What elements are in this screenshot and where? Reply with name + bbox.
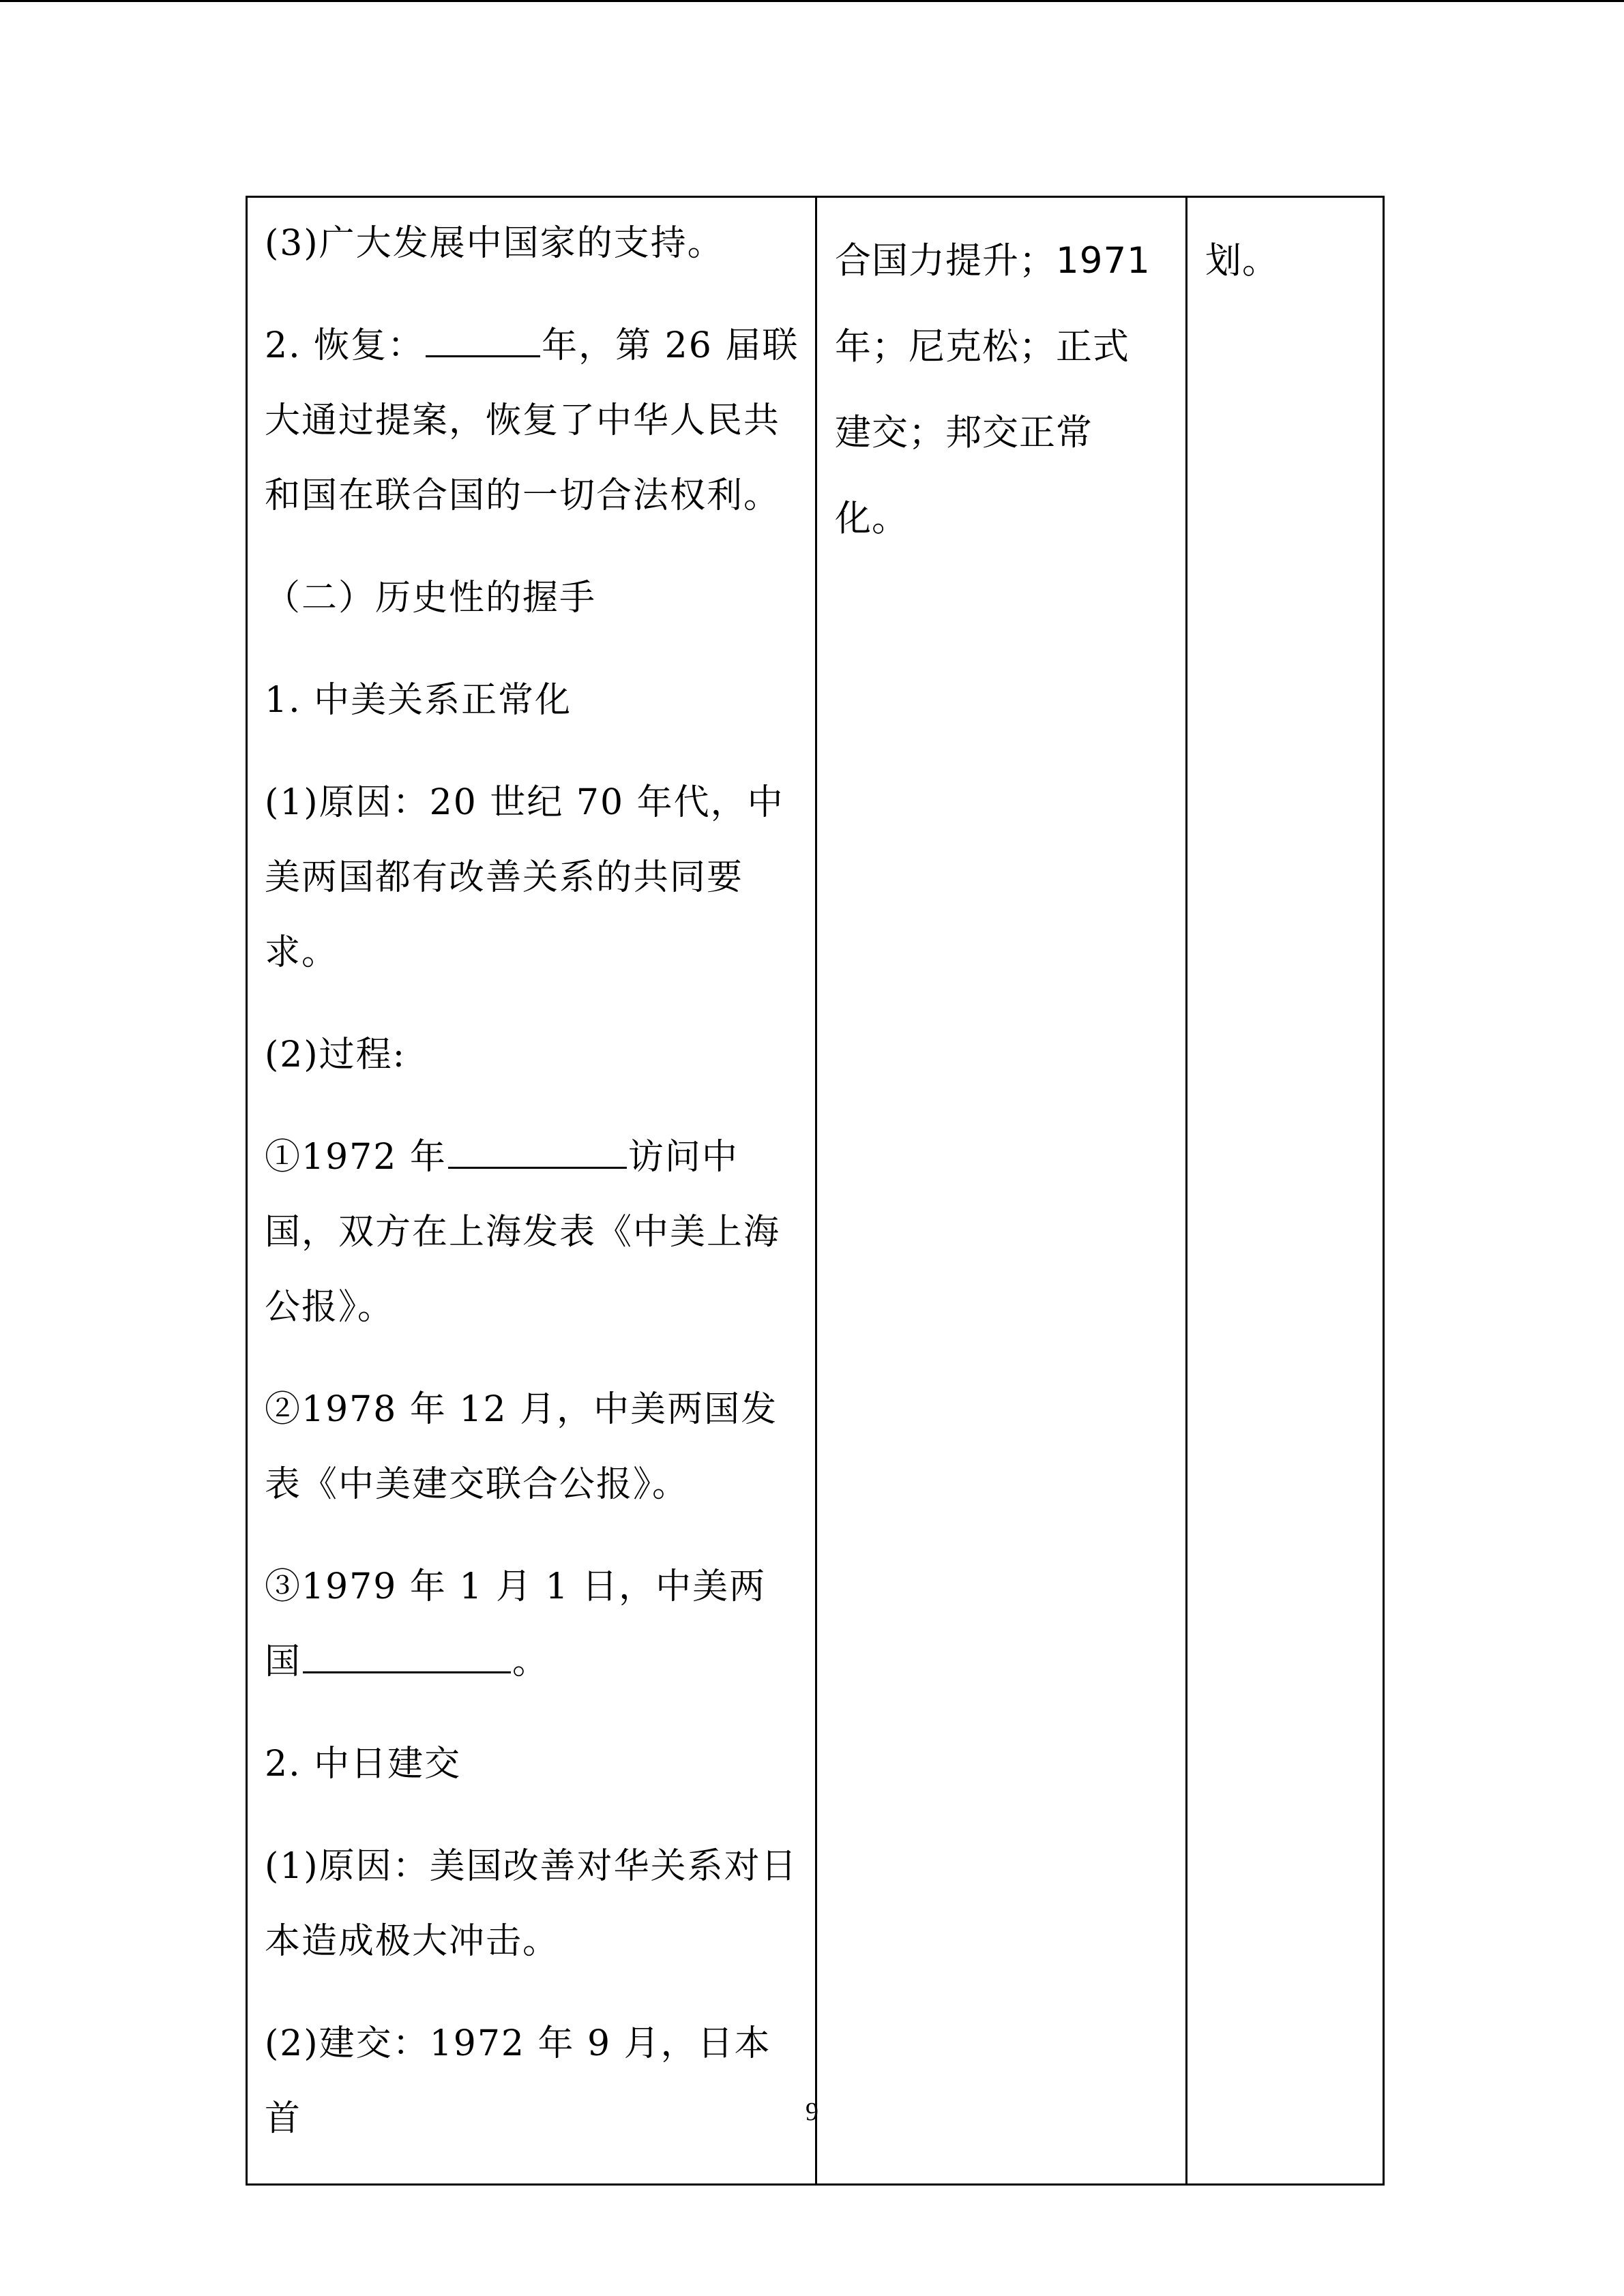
top-border-line [0,0,1624,2]
note-cell [1187,197,1384,2185]
paragraph-1978-communique: ②1978 年 12 月，中美两国发表《中美建交联合公报》。 [265,1389,778,1505]
paragraph-1972-visit [265,1120,803,1345]
restore-label: 2. 恢复： [265,325,425,366]
page-number: 9 [806,2098,818,2126]
paragraph-support: (3)广大发展中国家的支持。 [265,223,724,264]
subheading-sino-japan: 2. 中日建交 [265,1744,462,1785]
section-heading-handshake: （二）历史性的握手 [265,578,597,618]
visit-text: 访问中国，双方在上海发表《中美上海公报》。 [265,1137,781,1328]
fill-blank-relations [303,1636,511,1673]
table-row [247,197,1384,2185]
answer-text: 合国力提升；1971 年；尼克松；正式建交；邦交正常化。 [835,240,1151,539]
lesson-plan-table [246,196,1385,2186]
paragraph-reason-japan: (1)原因：美国改善对华关系对日本造成极大冲击。 [265,1846,798,1962]
relations-prefix: ③1979 年 1 月 1 日，中美两国 [265,1566,767,1682]
paragraph-1979-relations [265,1549,803,1699]
paragraph-japan-establish: (2)建交：1972 年 9 月，日本首 [265,2023,771,2139]
fill-blank-year [426,320,540,357]
paragraph-reason-us: (1)原因：20 世纪 70 年代，中美两国都有改善关系的共同要求。 [265,782,784,973]
fill-blank-visitor [448,1131,627,1169]
content-cell [247,197,816,2185]
paragraph-process: (2)过程: [265,1034,407,1075]
visit-prefix: ①1972 年 [265,1137,447,1178]
restore-text: 年，第 26 届联大通过提案，恢复了中华人民共和国在联合国的一切合法权利。 [265,325,799,516]
relations-suffix: 。 [512,1641,550,1682]
subheading-sino-us: 1. 中美关系正常化 [265,680,572,721]
paragraph-restore [265,308,803,533]
answer-cell [816,197,1187,2185]
note-text: 划。 [1205,240,1279,282]
